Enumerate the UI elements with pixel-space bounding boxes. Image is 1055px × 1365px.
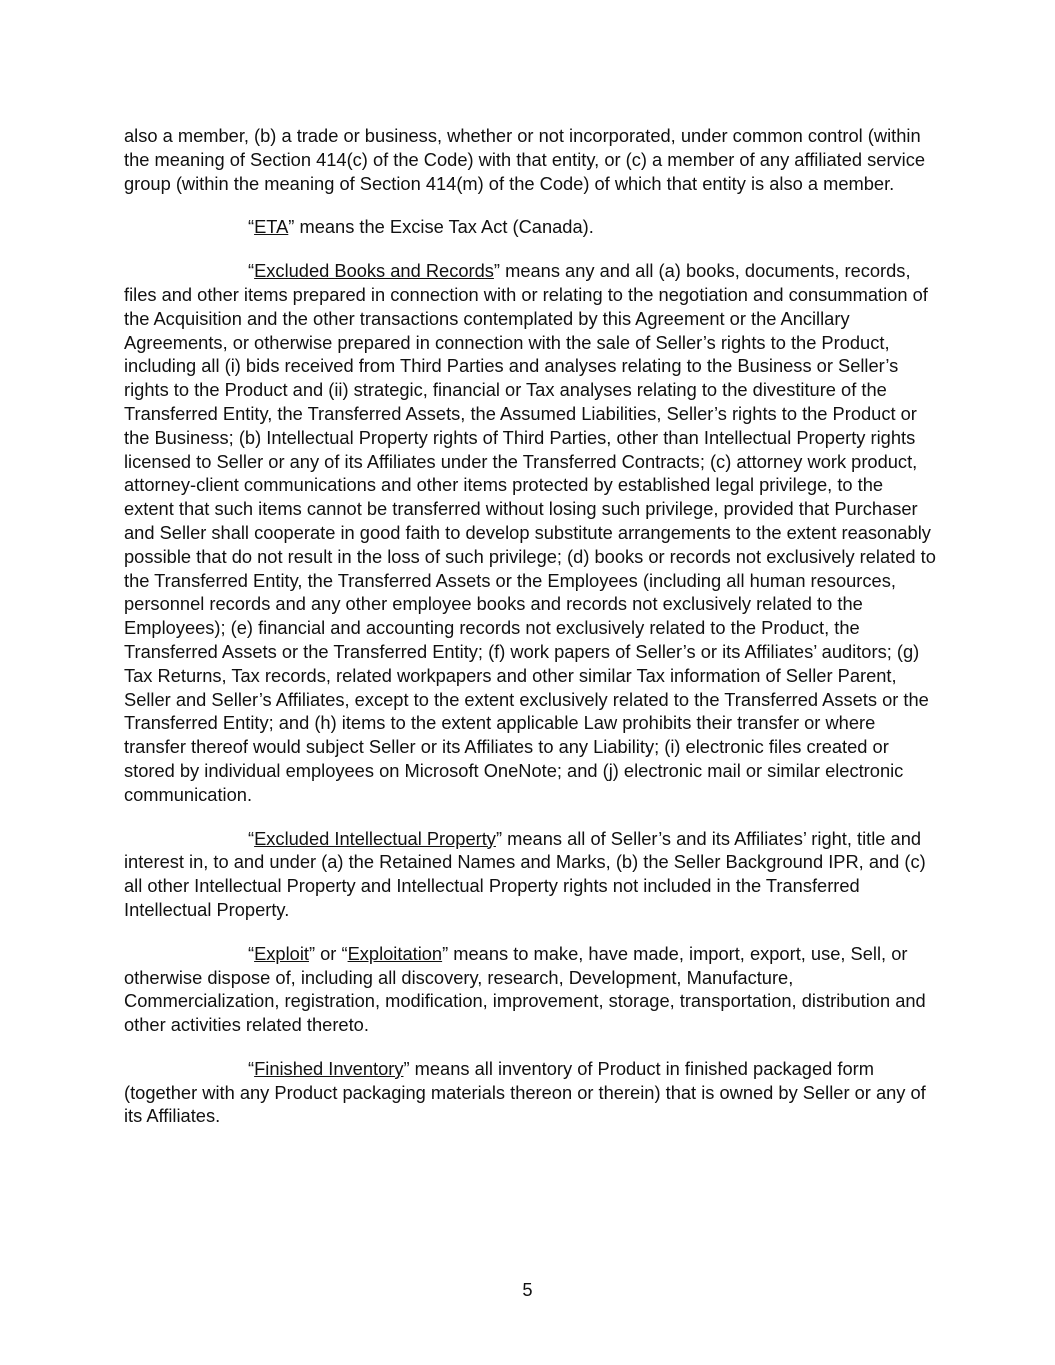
definition-text: means all of Seller’s and its Affiliates’ right, title and interest in, to and under (a) the Retained Names and Marks, (b) the Seller Background IPR, and (c) all other Intellectual Property and Intellectual Property rights not included in the Transferred Intellectual Property. [124, 827, 926, 920]
defined-term-alternate: Exploitation [347, 942, 443, 964]
definition-excluded-intellectual-property: “Excluded Intellectual Property” means all of Seller’s and its Affiliates’ right, title and interest in, to and under (a) the Retained Names and Marks, (b) the Seller Background IPR, and (c) all other Intellectual Property and Intellectual Property rights not included in the Transferred Intellectual Property. [124, 827, 926, 920]
definition-text: means to make, have made, import, export, use, Sell, or otherwise dispose of, including all discovery, research, Development, Manufacture, Commercialization, registration, modification, improvement, storage, transportation, distribution and other activities related thereto. [124, 942, 926, 1036]
term-joiner: or [315, 942, 342, 964]
definition-eta: “ETA” means the Excise Tax Act (Canada). [248, 216, 594, 238]
definition-excluded-books-and-records: “Excluded Books and Records” means any and all (a) books, documents, records, files and other items prepared in connection with or relating to the negotiation and consummation of the Acquisition and the other transactions contemplated by this Agreement or the Ancillary Agreements, or otherwise prepared in connection with the sale of Seller’s rights to the Product, including all (i) bids received from Third Parties and analyses relating to the Business or Seller’s rights to the Product and (ii) strategic, financial or Tax analyses relating to the divestiture of the Transferred Entity, the Transferred Assets, the Assumed Liabilities, Seller’s rights to the Product or the Business; (b) Intellectual Property rights of Third Parties, other than Intellectual Property rights licensed to Seller or any of its Affiliates under the Transferred Contracts; (c) attorney work product, attorney-client communications and other items protected by established legal privilege, to the extent that such items cannot be transferred without losing such privilege, provided that Purchaser and Seller shall cooperate in good faith to develop substitute arrangements to the extent reasonably possible that do not result in the loss of such privilege; (d) books or records not exclusively related to the Transferred Entity, the Transferred Assets or the Employees (including all human resources, personnel records and any other employee books and records not exclusively related to the Employees); (e) financial and accounting records not exclusively related to the Product, the Transferred Assets or the Transferred Entity; (f) work papers of Seller’s or its Affiliates’ auditors; (g) Tax Returns, Tax records, related workpapers and other similar Tax information of Seller Parent, Seller and Seller’s Affiliates, except to the extent exclusively related to the Transferred Assets or the Transferred Entity; and (h) items to the extent applicable Law prohibits their transfer or where transfer thereof would subject Seller or its Affiliates to any Liability; (i) electronic files created or stored by individual employees on Microsoft OneNote; and (j) electronic mail or similar electronic communication. [124, 260, 936, 805]
paragraph-continuation: also a member, (b) a trade or business, whether or not incorporated, under common control (within the meaning of Section 414(c) of the Code) with that entity, or (c) a member of any affiliated service group (within the meaning of Section 414(m) of the Code) of which that entity is also a member. [124, 125, 926, 194]
definition-text: means any and all (a) books, documents, records, files and other items prepared in connection with or relating to the negotiation and consummation of the Acquisition and the other transactions contemplated by this Agreement or the Ancillary Agreements, or otherwise prepared in connection with the sale of Seller’s rights to the Product, including all (i) bids received from Third Parties and analyses relating to the Business or Seller’s rights to the Product and (ii) strategic, financial or Tax analyses relating to the divestiture of the Transferred Entity, the Transferred Assets, the Assumed Liabilities, Seller’s rights to the Product or the Business; (b) Intellectual Property rights of Third Parties, other than Intellectual Property rights licensed to Seller or any of its Affiliates under the Transferred Contracts; (c) attorney work product, attorney-client communications and other items protected by established legal privilege, to the extent that such items cannot be transferred without losing such privilege, provided that Purchaser and Seller shall cooperate in good faith to develop substitute arrangements to the extent reasonably possible that do not result in the loss of such privilege; (d) books or records not exclusively related to the Transferred Entity, the Transferred Assets or the Employees (including all human resources, personnel records and any other employee books and records not exclusively related to the Employees); (e) financial and accounting records not exclusively related to the Product, the Transferred Assets or the Transferred Entity; (f) work papers of Seller’s or its Affiliates’ auditors; (g) Tax Returns, Tax records, related workpapers and other similar Tax information of Seller Parent, Seller and Seller’s Affiliates, except to the extent exclusively related to the Transferred Assets or the Transferred Entity; and (h) items to the extent applicable Law prohibits their transfer or where transfer thereof would subject Seller or its Affiliates to any Liability; (i) electronic files created or stored by individual employees on Microsoft OneNote; and (j) electronic mail or similar electronic communication. [124, 260, 936, 805]
defined-term: Excluded Intellectual Property [254, 827, 496, 849]
defined-term: ETA [254, 216, 289, 238]
definition-text: means the Excise Tax Act (Canada). [294, 216, 594, 238]
defined-term: Finished Inventory [254, 1057, 404, 1079]
defined-term: Excluded Books and Records [254, 260, 494, 282]
definition-text: means all inventory of Product in finished packaged form (together with any Product packaging materials thereon or therein) that is owned by Seller or any of its Affiliates. [124, 1057, 926, 1127]
defined-term: Exploit [254, 942, 309, 964]
page-number: 5 [522, 1279, 533, 1300]
definition-finished-inventory: “Finished Inventory” means all inventory of Product in finished packaged form (together with any Product packaging materials thereon or therein) that is owned by Seller or any of its Affiliates. [124, 1057, 926, 1127]
document-body [124, 124, 936, 1148]
definition-exploit: “Exploit” or “Exploitation” means to make, have made, import, export, use, Sell, or otherwise dispose of, including all discovery, research, Development, Manufacture, Commercialization, registration, modification, improvement, storage, transportation, distribution and other activities related thereto. [124, 942, 926, 1036]
